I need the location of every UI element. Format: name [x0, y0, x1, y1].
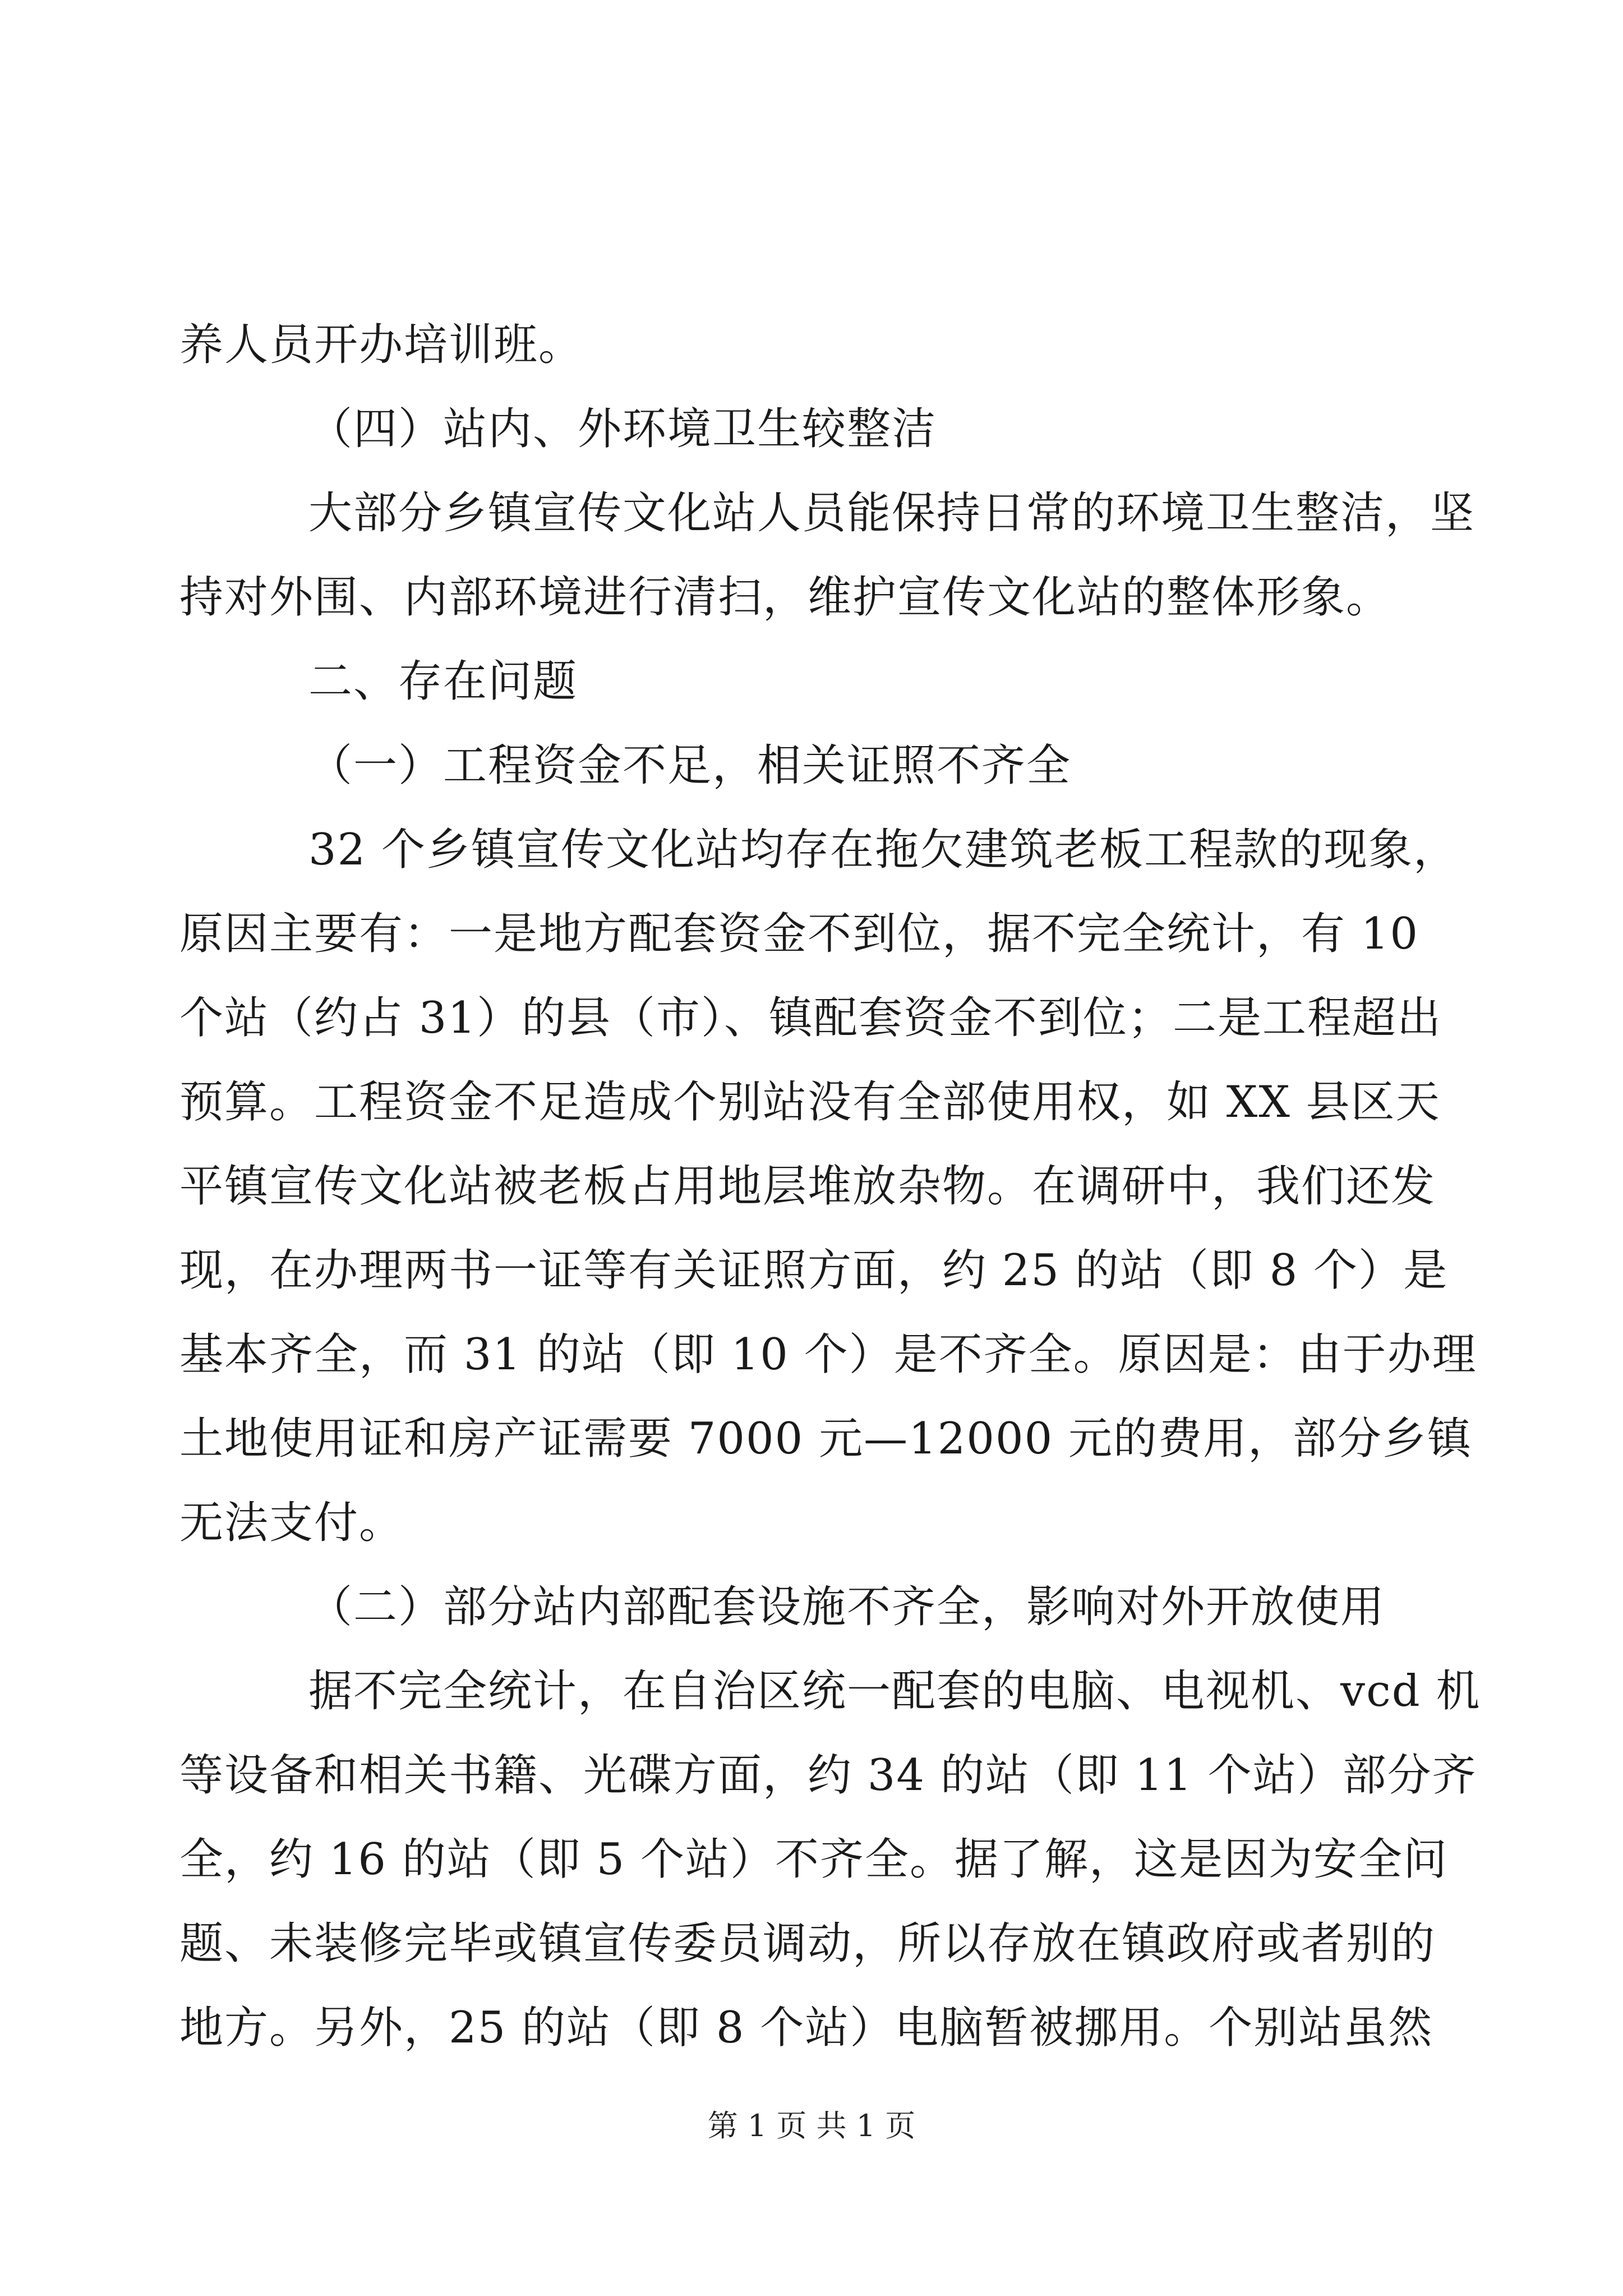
section-heading: 二、存在问题 — [308, 656, 578, 707]
text-line: 32 个乡镇宣传文化站均存在拖欠建筑老板工程款的现象， — [308, 825, 1459, 875]
text-line: 题、未装修完毕或镇宣传委员调动，所以存放在镇政府或者别的 — [179, 1918, 1436, 1969]
text-line: 养人员开办培训班。 — [179, 320, 584, 370]
text-line: 无法支付。 — [179, 1498, 404, 1548]
text-line: 原因主要有：一是地方配套资金不到位，据不完全统计，有 10 — [179, 909, 1419, 959]
section-heading: （四）站内、外环境卫生较整洁 — [308, 404, 937, 454]
text-line: 全，约 16 的站（即 5 个站）不齐全。据了解，这是因为安全问 — [179, 1834, 1449, 1885]
text-line: 预算。工程资金不足造成个别站没有全部使用权，如 XX 县区天 — [179, 1077, 1441, 1128]
text-line: 等设备和相关书籍、光碟方面，约 34 的站（即 11 个站）部分齐 — [179, 1750, 1477, 1801]
section-heading: （一）工程资金不足，相关证照不齐全 — [308, 740, 1072, 791]
text-line: 大部分乡镇宣传文化站人员能保持日常的环境卫生整洁，坚 — [308, 488, 1476, 539]
text-line: 地方。另外，25 的站（即 8 个站）电脑暂被挪用。个别站虽然 — [179, 2003, 1433, 2053]
text-line: 现，在办理两书一证等有关证照方面，约 25 的站（即 8 个）是 — [179, 1245, 1449, 1296]
text-line: 据不完全统计，在自治区统一配套的电脑、电视机、vcd 机 — [308, 1666, 1481, 1717]
text-line: 基本齐全，而 31 的站（即 10 个）是不齐全。原因是：由于办理 — [179, 1329, 1477, 1380]
text-line: 个站（约占 31）的县（市）、镇配套资金不到位；二是工程超出 — [179, 993, 1442, 1043]
text-line: 持对外围、内部环境进行清扫，维护宣传文化站的整体形象。 — [179, 572, 1391, 623]
section-heading: （二）部分站内部配套设施不齐全，影响对外开放使用 — [308, 1582, 1386, 1632]
text-line: 平镇宣传文化站被老板占用地层堆放杂物。在调研中，我们还发 — [179, 1161, 1436, 1212]
page-number-footer: 第 1 页 共 1 页 — [707, 2108, 916, 2143]
text-line: 土地使用证和房产证需要 7000 元—12000 元的费用，部分乡镇 — [179, 1414, 1473, 1464]
